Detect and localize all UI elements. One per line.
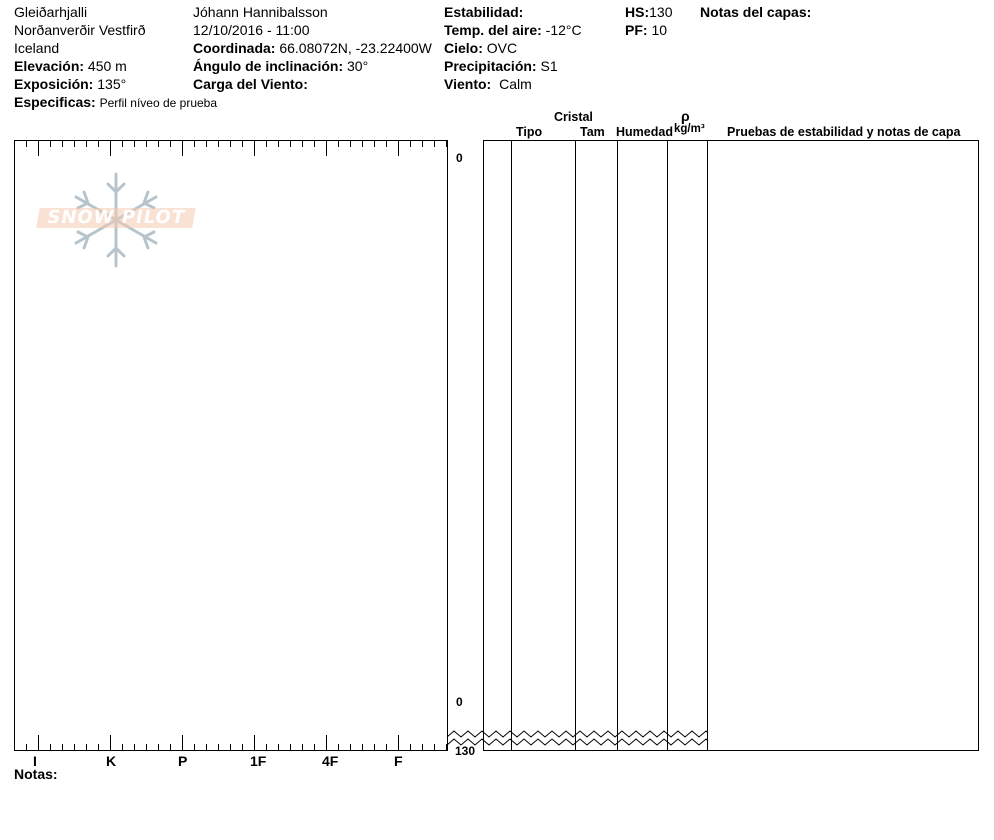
hardness-ticks-group [27, 140, 447, 751]
crystal-header: Cristal [554, 110, 593, 124]
specifics-label: Especificas: [14, 94, 96, 110]
hs-label: HS: [625, 4, 650, 20]
observer-name: Jóhann Hannibalsson [193, 4, 328, 20]
wind-load-label: Carga del Viento: [193, 76, 308, 92]
elevation-label: Elevación: [14, 58, 85, 74]
stability-notes-header: Pruebas de estabilidad y notas de capa [727, 125, 961, 139]
slope-label: Ángulo de inclinación: [193, 58, 344, 74]
zigzag-break-upper [447, 731, 708, 737]
elevation-value: 450 m [87, 58, 127, 74]
layer-notes-label: Notas del capas: [700, 4, 812, 20]
location-country: Iceland [14, 40, 60, 56]
wind-label: Viento: [444, 76, 492, 92]
sky-value: OVC [486, 40, 518, 56]
precip-value: S1 [540, 58, 558, 74]
aspect-value: 135° [97, 76, 127, 92]
density-rho-header: ρ [681, 108, 690, 124]
sky-label: Cielo: [444, 40, 483, 56]
notes-label: Notas: [14, 766, 58, 782]
location-region: Norðanverðir Vestfirð [14, 22, 146, 38]
hardness-tick-label: 1F [250, 753, 267, 769]
density-unit-header: kg/m³ [674, 123, 705, 135]
coordinate-label: Coordinada: [193, 40, 276, 56]
coordinate-value: 66.08072N, -23.22400W [279, 40, 432, 56]
hardness-tick-label: P [178, 753, 188, 769]
type-header: Tipo [516, 125, 543, 139]
zigzag-break-lower [447, 739, 708, 745]
specifics-value: Perfil níveo de prueba [99, 96, 218, 110]
pf-label: PF: [625, 22, 648, 38]
hardness-tick-label: I [33, 753, 37, 769]
location-name: Gleiðarhjalli [14, 4, 88, 20]
air-temp-label: Temp. del aire: [444, 22, 542, 38]
hardness-tick-label: 4F [322, 753, 339, 769]
size-header: Tam [580, 125, 605, 139]
air-temp-value: -12°C [545, 22, 582, 38]
slope-value: 30° [347, 58, 369, 74]
logo-text: SNOW PILOT [36, 208, 196, 228]
depth-label-bottom: 130 [455, 744, 476, 758]
pf-value: 10 [651, 22, 668, 38]
hardness-tick-label: K [106, 753, 117, 769]
hardness-chart-border [15, 141, 448, 751]
observation-datetime: 12/10/2016 - 11:00 [193, 22, 310, 38]
precip-label: Precipitación: [444, 58, 537, 74]
depth-label-top: 0 [456, 151, 463, 165]
stability-label: Estabilidad: [444, 4, 524, 20]
hardness-tick-label: F [394, 753, 403, 769]
depth-label-mid: 0 [456, 695, 463, 709]
hs-value: 130 [649, 4, 673, 20]
wind-value: Calm [499, 76, 532, 92]
aspect-label: Exposición: [14, 76, 94, 92]
moisture-header: Humedad [616, 125, 673, 139]
layer-table-border [484, 141, 979, 751]
